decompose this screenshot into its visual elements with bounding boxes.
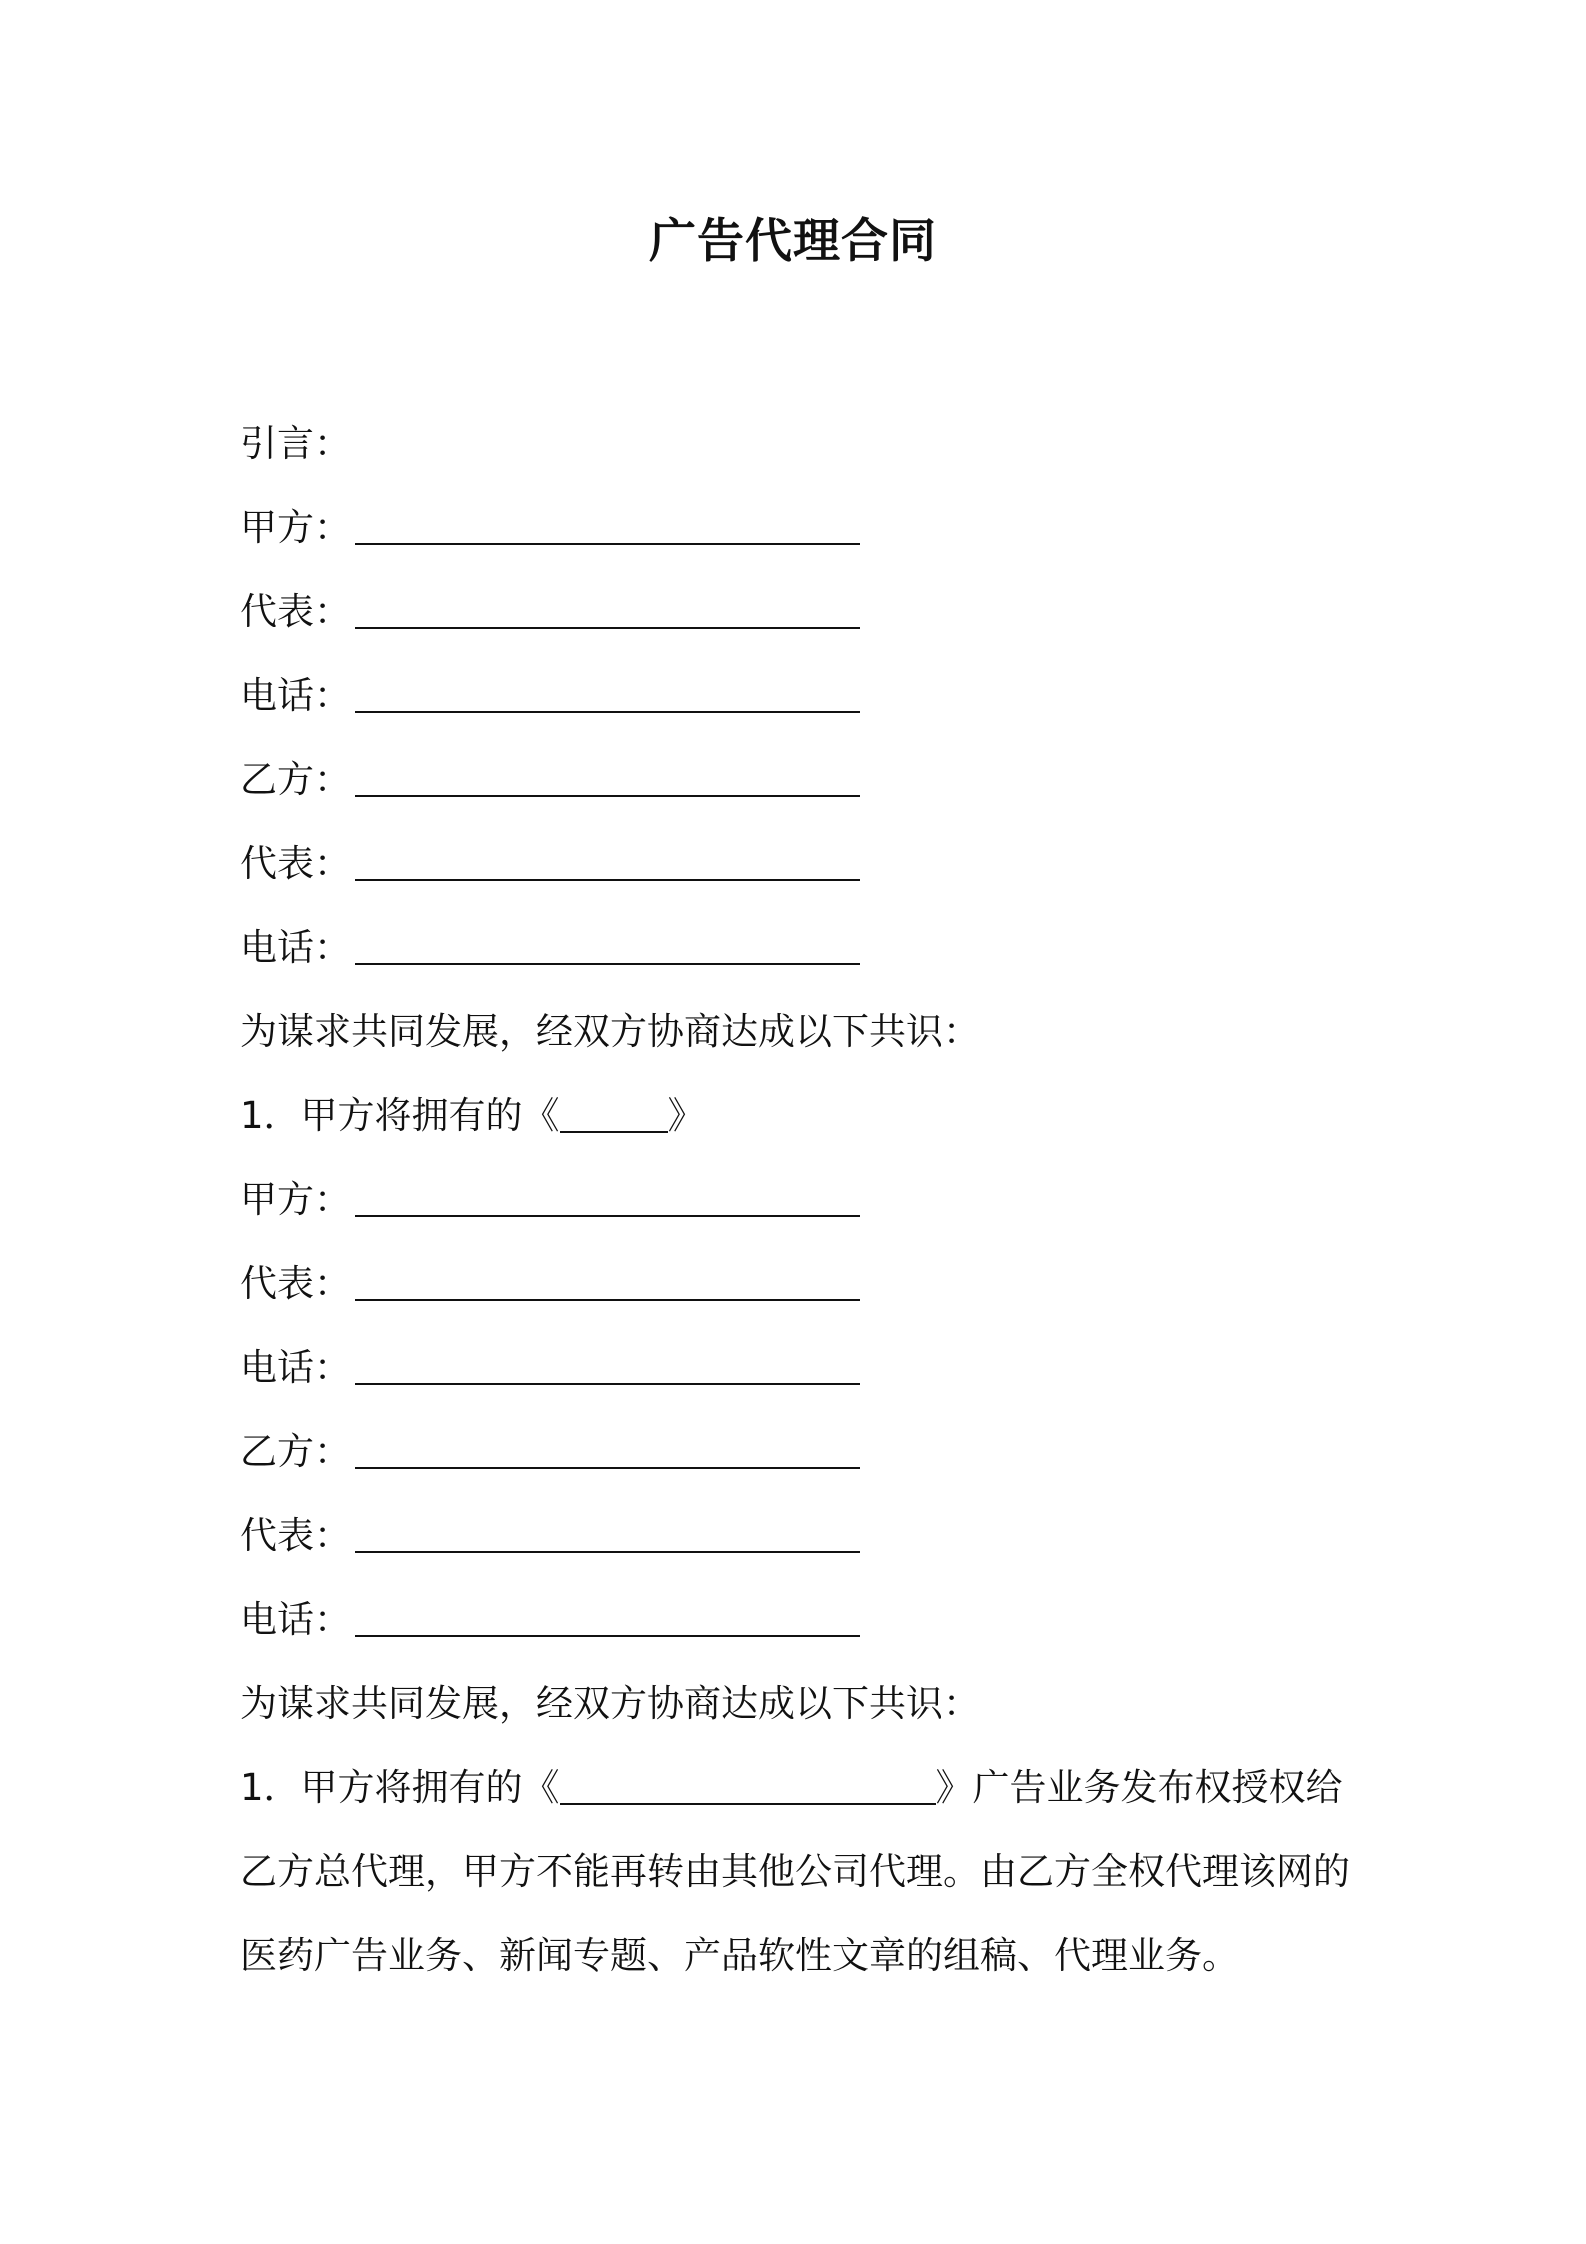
- consensus-paragraph-repeat: 为谋求共同发展，经双方协商达成以下共识：: [240, 1682, 980, 1725]
- party-b-label: 乙方：: [240, 758, 351, 801]
- repeat-party-b-blank: [355, 1467, 860, 1469]
- party-a-representative-field: [240, 570, 1360, 654]
- party-a-representative-label: 代表：: [240, 590, 351, 633]
- party-b-representative-blank: [355, 879, 860, 881]
- clause-1-short-prefix: 1．甲方将拥有的《: [240, 1094, 560, 1137]
- clause-1-line-2: 乙方总代理，甲方不能再转由其他公司代理。由乙方全权代理该网的: [240, 1850, 1350, 1893]
- clause-1-blank: [560, 1803, 936, 1805]
- clause-1-line-1: [240, 1746, 1360, 1830]
- party-b-blank: [355, 795, 860, 797]
- repeat-party-a-representative-label: 代表：: [240, 1262, 351, 1305]
- repeat-party-a-phone-field: [240, 1326, 1360, 1410]
- party-a-phone-field: [240, 654, 1360, 738]
- clause-1-short-suffix: 》: [667, 1094, 705, 1137]
- party-a-representative-blank: [355, 627, 860, 629]
- repeat-party-a-phone-label: 电话：: [240, 1346, 351, 1389]
- party-b-representative-label: 代表：: [240, 842, 351, 885]
- clause-1-short: [240, 1074, 1360, 1158]
- repeat-party-a-phone-blank: [355, 1383, 860, 1385]
- repeat-party-b-phone-blank: [355, 1635, 860, 1637]
- party-a-blank: [355, 543, 860, 545]
- intro-heading: 引言：: [240, 422, 351, 465]
- document-body: [240, 402, 1360, 1998]
- party-a-phone-label: 电话：: [240, 674, 351, 717]
- party-b-phone-field: [240, 906, 1360, 990]
- repeat-party-a-representative-blank: [355, 1299, 860, 1301]
- party-a-phone-blank: [355, 711, 860, 713]
- party-b-phone-blank: [355, 963, 860, 965]
- repeat-party-a-label: 甲方：: [240, 1178, 351, 1221]
- repeat-party-b-phone-label: 电话：: [240, 1598, 351, 1641]
- repeat-party-b-field: [240, 1410, 1360, 1494]
- party-b-representative-field: [240, 822, 1360, 906]
- party-a-label: 甲方：: [240, 506, 351, 549]
- clause-1-short-blank: [560, 1131, 668, 1133]
- repeat-party-b-label: 乙方：: [240, 1430, 351, 1473]
- repeat-party-a-representative-field: [240, 1242, 1360, 1326]
- repeat-party-b-phone-field: [240, 1578, 1360, 1662]
- party-a-field: [240, 486, 1360, 570]
- repeat-party-b-representative-label: 代表：: [240, 1514, 351, 1557]
- document-title: 广告代理合同: [649, 214, 937, 269]
- clause-1-prefix: 1．甲方将拥有的《: [240, 1766, 560, 1809]
- party-b-field: [240, 738, 1360, 822]
- consensus-paragraph: 为谋求共同发展，经双方协商达成以下共识：: [240, 1010, 980, 1053]
- clause-1-line-3: 医药广告业务、新闻专题、产品软性文章的组稿、代理业务。: [240, 1934, 1239, 1977]
- party-b-phone-label: 电话：: [240, 926, 351, 969]
- repeat-party-b-representative-blank: [355, 1551, 860, 1553]
- repeat-party-a-blank: [355, 1215, 860, 1217]
- repeat-party-a-field: [240, 1158, 1360, 1242]
- clause-1-suffix: 》广告业务发布权授权给: [935, 1766, 1343, 1809]
- repeat-party-b-representative-field: [240, 1494, 1360, 1578]
